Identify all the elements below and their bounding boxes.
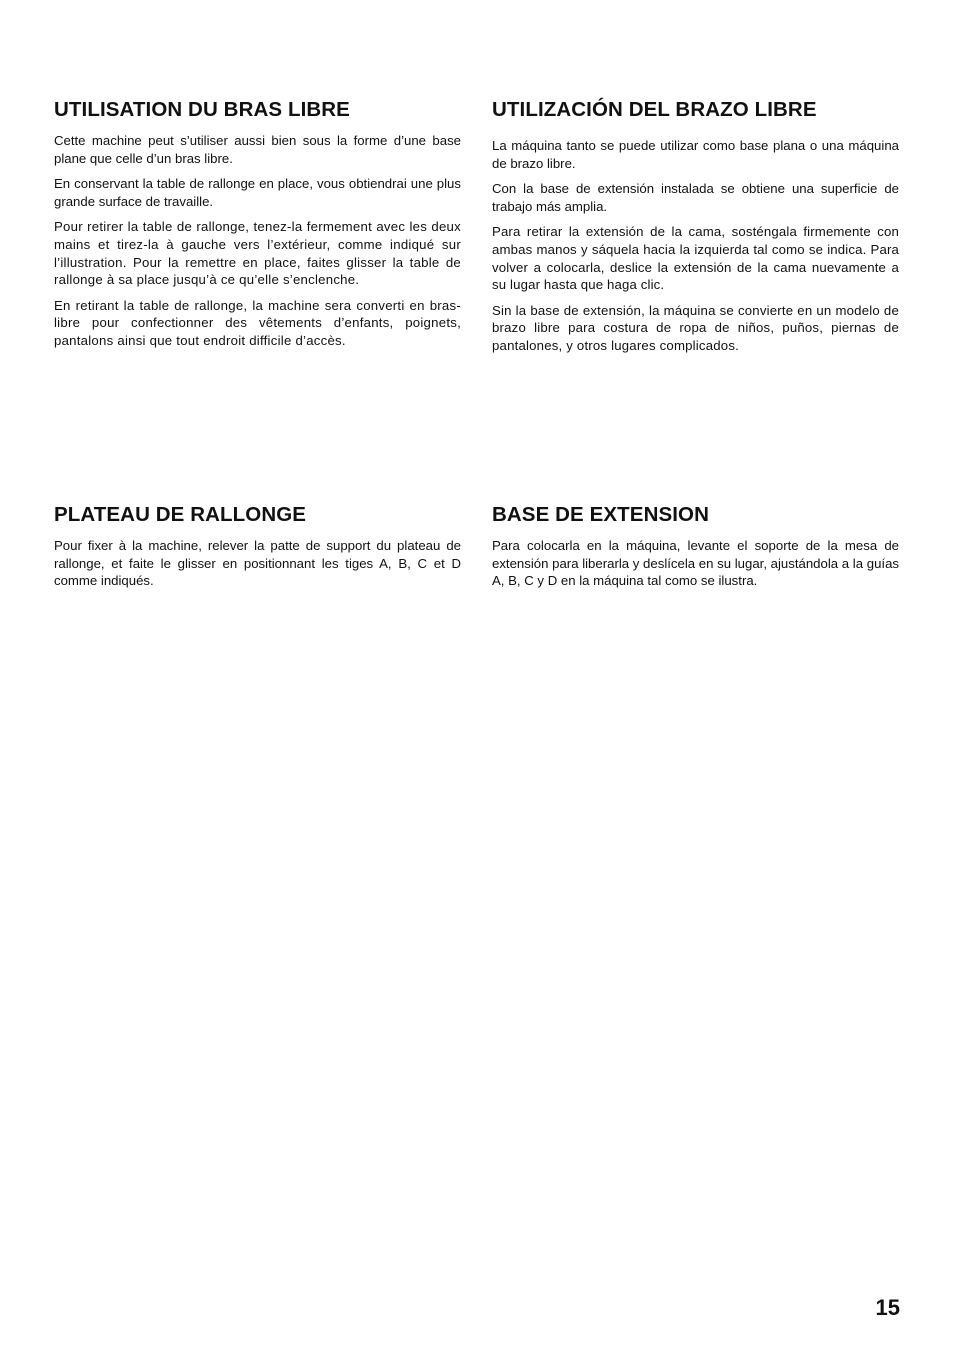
section-title: PLATEAU DE RALLONGE [54,503,307,526]
page-number: 15 [875,1295,900,1320]
section-fr-free-arm [54,97,461,358]
section-title: UTILIZACIÓN DEL BRAZO LIBRE [492,98,817,121]
section-fr-extension [54,502,461,598]
paragraph: Sin la base de extensión, la máquina se convierte en un modelo de brazo libre para costura de ropa de niños, puños, piernas de pantalones, y otros lugares complicados. [492,302,899,353]
section-title: BASE DE EXTENSION [492,503,709,526]
section-es-free-arm [492,97,899,363]
paragraph: Pour fixer à la machine, relever la patte de support du plateau de rallonge, et faite le glisser en positionnant les tiges A, B, C et D comme indiqués. [54,538,461,589]
paragraph: Con la base de extensión instalada se obtiene una superficie de trabajo más amplia. [492,181,899,214]
paragraph: Cette machine peut s’utiliser aussi bien sous la forme d’une base plane que celle d’un bras libre. [54,133,461,166]
paragraph: En conservant la table de rallonge en place, vous obtiendrai une plus grande surface de travaille. [54,176,461,209]
paragraph: Pour retirer la table de rallonge, tenez-la fermement avec les deux mains et tirez-la à gauche vers l’extérieur, comme indiqué sur l’illustration. Pour la remettre en place, faites glisser la table de rallonge à sa place jusqu’à ce qu’elle s’enclenche. [54,219,461,288]
paragraph: Para retirar la extensión de la cama, sosténgala firmemente con ambas manos y sáquela hacia la izquierda tal como se indica. Para volver a colocarla, deslice la extensión de la cama nuevamente a su lugar hasta que haga clic. [492,224,899,293]
section-title: UTILISATION DU BRAS LIBRE [54,98,350,121]
paragraph: En retirant la table de rallonge, la machine sera converti en bras-libre pour confectionner des vêtements d’enfants, poignets, pantalons ainsi que tout endroit difficile d’accès. [54,297,461,348]
paragraph: Para colocarla en la máquina, levante el soporte de la mesa de extensión para liberarla y deslícela en su lugar, ajustándola a la guías A, B, C y D en la máquina tal como se ilustra. [492,538,899,589]
section-es-extension [492,502,899,598]
paragraph: La máquina tanto se puede utilizar como base plana o una máquina de brazo libre. [492,138,899,171]
